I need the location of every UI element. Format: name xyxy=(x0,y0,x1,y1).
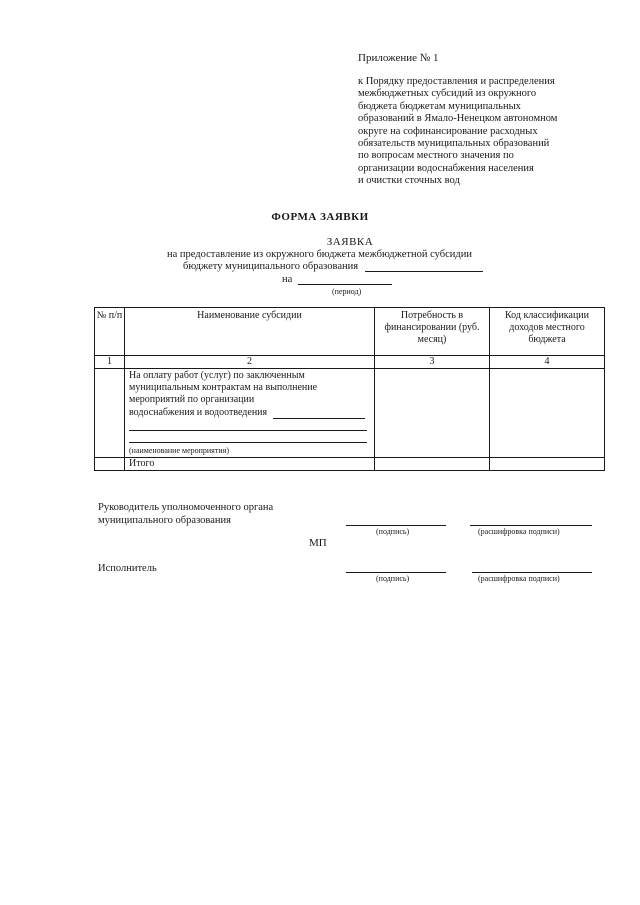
fill-line[interactable] xyxy=(129,421,367,431)
row-num-cell[interactable] xyxy=(95,369,125,458)
municipality-label: бюджету муниципального образования xyxy=(183,261,359,272)
head-official-label xyxy=(98,502,273,527)
table-row xyxy=(95,369,605,458)
executor-decoding-caption: (расшифровка подписи) xyxy=(478,574,560,583)
appendix-line: к Порядку предоставления и распределения xyxy=(358,76,555,87)
subsidy-text-last xyxy=(129,407,371,419)
head-decoding-line[interactable] xyxy=(470,524,592,526)
appendix-line: по вопросам местного значения по xyxy=(358,150,514,162)
head-decoding-caption: (расшифровка подписи) xyxy=(478,527,560,536)
head-line: Руководитель уполномоченного органа xyxy=(98,502,274,513)
subsidy-table xyxy=(94,307,605,471)
appendix-line: обязательств муниципальных образований xyxy=(358,138,550,150)
total-num-cell xyxy=(95,458,125,471)
subsidy-text-line: мероприятий по организации xyxy=(129,394,255,406)
head-line: муниципального образования xyxy=(98,514,231,526)
appendix-line: организации водоснабжения населения xyxy=(358,162,534,174)
head-signature-caption: (подпись) xyxy=(376,527,410,536)
header-need: Потребность в финансировании (руб. месяц) xyxy=(375,308,490,356)
head-signature-line[interactable] xyxy=(346,524,446,526)
header-code: Код классификации доходов местного бюджета xyxy=(490,308,605,356)
executor-decoding-line[interactable] xyxy=(472,571,592,573)
period-label: на xyxy=(282,274,293,285)
period-line xyxy=(282,274,392,285)
header-num: № п/п xyxy=(95,308,125,356)
stamp-label: МП xyxy=(309,537,327,549)
subsidy-blank[interactable] xyxy=(273,408,365,419)
table-header-row xyxy=(95,308,605,356)
event-caption: (наименование мероприятия) xyxy=(129,445,229,455)
appendix-line: межбюджетных субсидий из окружного xyxy=(358,88,537,100)
appendix-line: округе на софинансирование расходных xyxy=(358,125,538,137)
fill-line[interactable] xyxy=(129,433,367,443)
period-caption: (период) xyxy=(332,287,362,296)
code-cell[interactable] xyxy=(490,369,605,458)
total-row xyxy=(95,458,605,471)
column-number: 2 xyxy=(125,356,375,369)
form-title: ФОРМА ЗАЯВКИ xyxy=(271,211,369,223)
total-need-cell[interactable] xyxy=(375,458,490,471)
subsidy-name-cell[interactable] xyxy=(125,369,375,458)
total-code-cell[interactable] xyxy=(490,458,605,471)
application-purpose-line: на предоставление из окружного бюджета межбюджетной субсидии xyxy=(167,249,472,260)
total-label: Итого xyxy=(125,458,375,471)
subsidy-text-line: На оплату работ (услуг) по заключенным xyxy=(129,370,305,381)
executor-signature-caption: (подпись) xyxy=(376,574,410,583)
municipality-blank[interactable] xyxy=(365,261,483,272)
municipality-line xyxy=(183,261,483,272)
application-title: ЗАЯВКА xyxy=(326,236,374,248)
subsidy-text-line: муниципальным контрактам на выполнение xyxy=(129,382,318,394)
appendix-text xyxy=(358,76,608,188)
period-blank[interactable] xyxy=(298,274,392,285)
column-number: 4 xyxy=(490,356,605,369)
executor-label: Исполнитель xyxy=(98,563,157,574)
appendix-line: бюджета бюджетам муниципальных xyxy=(358,100,521,112)
column-number: 3 xyxy=(375,356,490,369)
column-number: 1 xyxy=(95,356,125,369)
need-cell[interactable] xyxy=(375,369,490,458)
appendix-line: образований в Ямало-Ненецком автономном xyxy=(358,113,558,125)
appendix-line: и очистки сточных вод xyxy=(358,175,460,187)
subsidy-text-line: водоснабжения и водоотведения xyxy=(129,406,268,418)
header-name: Наименование субсидии xyxy=(125,308,375,356)
column-number-row xyxy=(95,356,605,369)
executor-signature-line[interactable] xyxy=(346,571,446,573)
appendix-title: Приложение № 1 xyxy=(358,52,439,64)
